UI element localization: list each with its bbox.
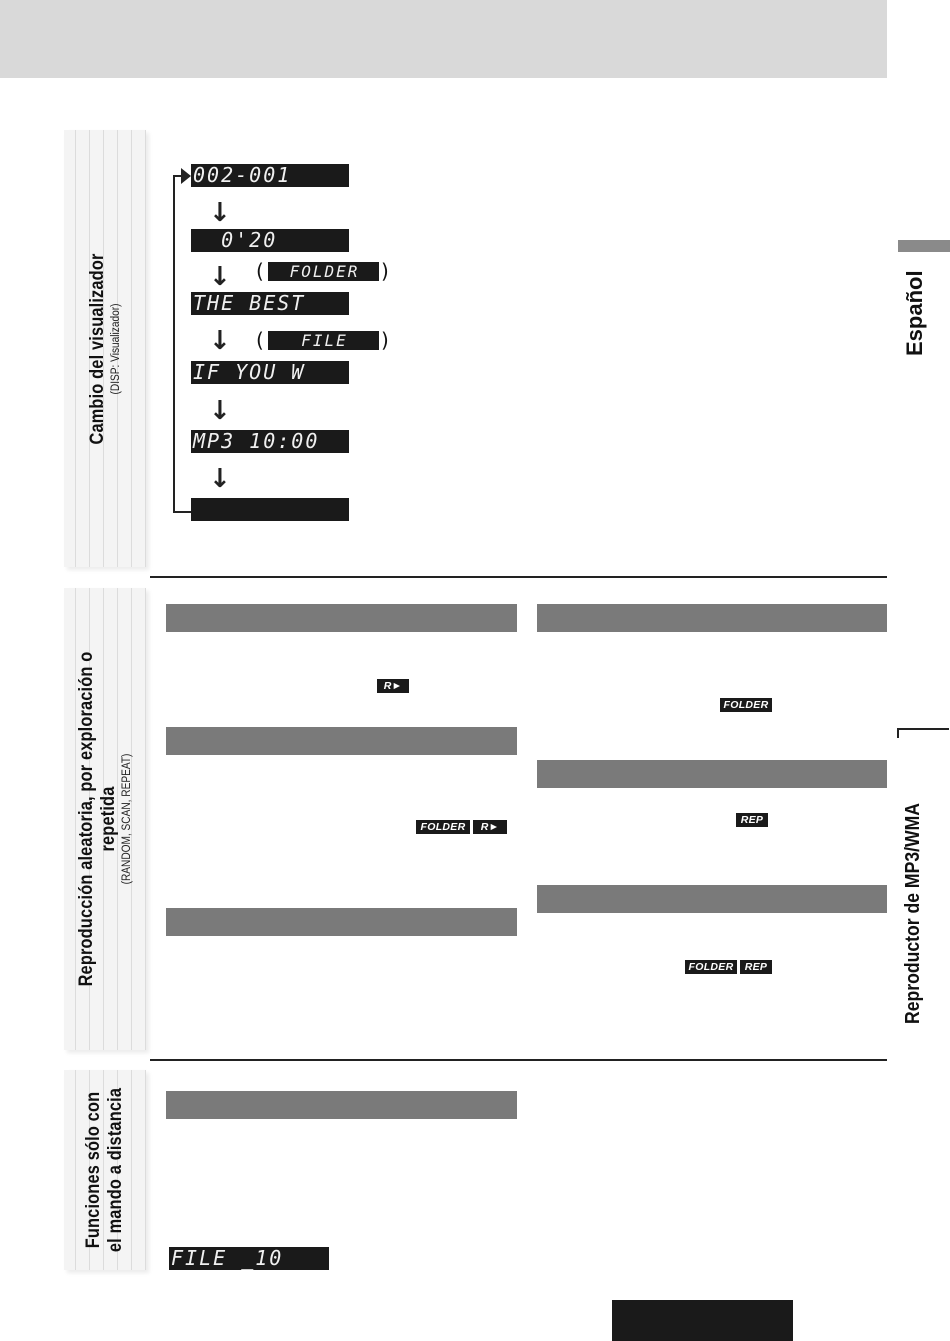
lcd-file-label: FILE: [268, 331, 379, 350]
heading-bar: [537, 604, 887, 632]
heading-bar: [166, 1091, 517, 1119]
random-icon: R►: [473, 820, 507, 834]
lcd-track-number: 002-001: [191, 164, 349, 187]
paren-close: ): [381, 328, 389, 352]
lcd-elapsed-time: 0'20: [191, 229, 349, 252]
section-divider: [150, 576, 887, 578]
down-arrow-icon: ↓: [209, 464, 231, 494]
paren-open: (: [256, 259, 264, 283]
down-arrow-icon: ↓: [209, 262, 231, 292]
repeat-icon: REP: [736, 813, 768, 827]
section-tab-random: [64, 588, 146, 1050]
section-title-random-line1: Reproducción aleatoria, por exploración o: [76, 651, 97, 987]
down-arrow-icon: ↓: [209, 198, 231, 228]
section-title-display: Cambio del visualizador: [87, 252, 108, 445]
section-title-random-line2: repetida: [98, 786, 119, 852]
heading-bar: [166, 727, 517, 755]
lcd-file-direct: FILE _10: [169, 1247, 329, 1270]
section-title-remote-line2: el mando a distancia: [105, 1087, 126, 1253]
down-arrow-icon: ↓: [209, 396, 231, 426]
section-subtitle-display: (DISP: Visualizador): [110, 303, 122, 394]
lcd-folder-name: THE BEST: [191, 292, 349, 315]
folder-icon: FOLDER: [685, 960, 737, 974]
product-tab-line: [897, 728, 949, 730]
heading-bar: [166, 908, 517, 936]
page-number-box: [612, 1300, 793, 1341]
paren-open: (: [256, 328, 264, 352]
random-icon: R►: [377, 679, 409, 693]
lcd-folder-label: FOLDER: [268, 262, 379, 281]
heading-bar: [166, 604, 517, 632]
lcd-blank: [191, 498, 349, 521]
heading-bar: [537, 885, 887, 913]
loop-arrow-head: [181, 168, 191, 184]
down-arrow-icon: ↓: [209, 326, 231, 356]
section-tab-display: [64, 130, 146, 567]
section-tab-remote: [64, 1070, 146, 1270]
section-title-remote-line1: Funciones sólo con: [83, 1091, 104, 1249]
language-tab-marker: [898, 240, 950, 252]
loop-line-bottom: [173, 511, 191, 513]
folder-icon: FOLDER: [416, 820, 470, 834]
folder-icon: FOLDER: [720, 698, 772, 712]
language-label: Español: [902, 270, 927, 356]
loop-line-vertical: [173, 175, 175, 513]
section-subtitle-random: (RANDOM, SCAN, REPEAT): [121, 753, 133, 885]
lcd-clock: MP3 10:00: [191, 430, 349, 453]
product-tab-tick: [897, 728, 899, 738]
header-band: [0, 0, 887, 78]
section-divider: [150, 1059, 887, 1061]
heading-bar: [537, 760, 887, 788]
product-label: Reproductor de MP3/WMA: [902, 803, 924, 1024]
repeat-icon: REP: [740, 960, 772, 974]
lcd-file-name: IF YOU W: [191, 361, 349, 384]
paren-close: ): [381, 259, 389, 283]
